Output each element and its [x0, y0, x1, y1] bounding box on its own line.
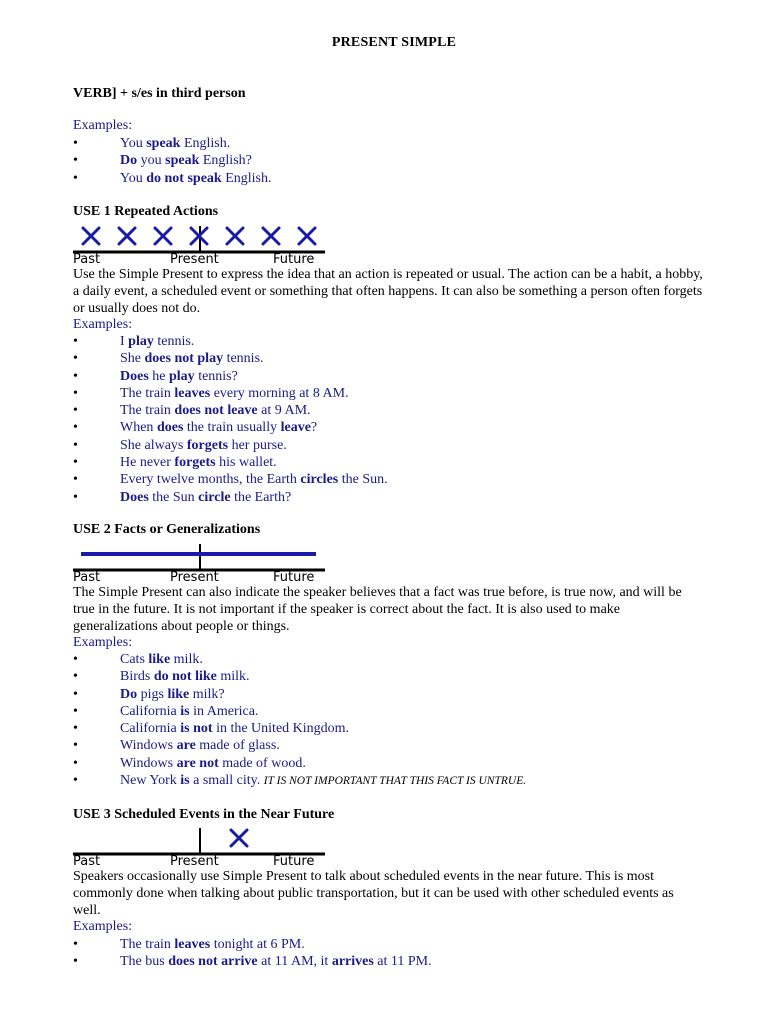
intro-examples-label: Examples:: [73, 118, 133, 133]
verb-emphasis: is: [180, 703, 190, 719]
use2-description: The Simple Present can also indicate the speaker believes that a fact was true before, is true now, and will be true in the future. It is not important if the speaker is correct about the fact. It is also used to make generalizations about people or things.: [73, 585, 682, 634]
verb-emphasis: circles: [300, 472, 339, 488]
example-text: at 11 PM.: [373, 954, 432, 970]
example-text: She always: [120, 437, 187, 453]
example-item: [73, 152, 271, 169]
example-item: [73, 471, 388, 488]
example-item: [73, 489, 388, 506]
example-text: She: [120, 351, 145, 367]
past-label: Past: [73, 854, 101, 869]
example-text: made of glass.: [195, 738, 280, 754]
repeated-action-x-mark: [299, 228, 315, 244]
verb-emphasis: Do: [120, 153, 138, 169]
verb-emphasis: leaves: [174, 385, 211, 401]
example-text: English.: [180, 136, 231, 151]
verb-emphasis: play: [128, 334, 154, 349]
example-item: [73, 350, 388, 367]
verb-emphasis: Does: [120, 489, 149, 505]
example-text: California: [120, 721, 181, 737]
repeated-action-x-mark: [263, 228, 279, 244]
use1-examples-label: Examples:: [73, 317, 133, 332]
example-text: he: [148, 368, 169, 384]
future-label: Future: [273, 570, 315, 585]
example-item: [73, 737, 526, 754]
example-text: Every twelve months, the Earth: [120, 472, 301, 488]
verb-emphasis: leave: [280, 420, 311, 436]
verb-emphasis: speak: [165, 153, 200, 169]
example-text: at 11 AM, it: [257, 954, 332, 970]
example-text: tennis.: [223, 351, 264, 367]
verb-emphasis: does not arrive: [168, 954, 258, 970]
example-text: her purse.: [228, 437, 287, 453]
example-item: [73, 651, 526, 668]
scheduled-event-x-mark: [231, 830, 247, 846]
future-label: Future: [273, 854, 315, 869]
intro-example-list: [73, 135, 271, 187]
note-text: IT IS NOT IMPORTANT THAT THIS FACT IS UNTRUE.: [263, 775, 527, 788]
example-text: tennis.: [153, 334, 195, 349]
past-label: Past: [73, 570, 101, 585]
use3-timeline: [73, 826, 333, 869]
example-text: the Sun.: [338, 472, 388, 488]
verb-emphasis: leaves: [174, 937, 211, 952]
example-item: [73, 170, 271, 187]
example-text: made of wood.: [218, 755, 306, 771]
example-text: in the United Kingdom.: [212, 721, 350, 737]
example-item: [73, 402, 388, 419]
verb-emphasis: is: [180, 773, 190, 789]
example-item: [73, 772, 526, 790]
example-text: every morning at 8 AM.: [210, 385, 349, 401]
example-text: tennis?: [194, 368, 238, 384]
use2-example-list: [73, 651, 526, 790]
verb-emphasis: like: [167, 686, 190, 702]
example-item: [73, 720, 526, 737]
example-text: Birds: [120, 669, 154, 685]
present-label: Present: [170, 252, 219, 267]
page-title: PRESENT SIMPLE: [331, 35, 457, 50]
verb-formula: VERB] + s/es in third person: [73, 86, 246, 101]
example-text: The train: [120, 403, 175, 419]
use1-timeline-graphic: [73, 224, 333, 254]
use3-timeline-graphic: [73, 826, 333, 856]
use1-description: Use the Simple Present to express the idea that an action is repeated or usual. The action can be a habit, a hobby, a daily event, a scheduled event or something that often happens. It can also be something a person often forgets or usually does not do.: [73, 267, 703, 316]
example-text: Windows: [120, 738, 177, 754]
verb-emphasis: does: [156, 420, 184, 436]
verb-emphasis: arrives: [331, 954, 374, 970]
example-item: [73, 936, 432, 953]
example-text: his wallet.: [215, 455, 277, 471]
use2-timeline-graphic: [73, 542, 333, 572]
verb-emphasis: are not: [176, 755, 219, 771]
example-text: English.: [221, 170, 272, 186]
verb-emphasis: forgets: [174, 455, 216, 471]
example-text: the Earth?: [230, 489, 292, 505]
use3-heading: USE 3 Scheduled Events in the Near Future: [73, 807, 335, 822]
verb-emphasis: forgets: [186, 437, 229, 453]
example-text: pigs: [137, 686, 168, 702]
verb-emphasis: is not: [180, 721, 213, 737]
example-text: milk.: [170, 652, 203, 667]
example-text: Windows: [120, 755, 177, 771]
use2-timeline: [73, 542, 333, 585]
repeated-action-x-mark: [119, 228, 135, 244]
example-item: [73, 368, 388, 385]
example-text: ?: [310, 420, 318, 436]
verb-emphasis: Do: [120, 686, 138, 702]
example-text: English?: [199, 153, 252, 169]
example-item: [73, 454, 388, 471]
use3-description: Speakers occasionally use Simple Present to talk about scheduled events in the near future. This is most commonly done when talking about public transportation, but it can be used with other scheduled events as well.: [73, 869, 674, 918]
example-item: [73, 755, 526, 772]
example-text: the train usually: [183, 420, 281, 436]
use1-heading: USE 1 Repeated Actions: [73, 204, 219, 219]
verb-emphasis: does not play: [144, 351, 224, 367]
example-text: The train: [120, 385, 175, 401]
example-item: [73, 333, 388, 350]
verb-emphasis: does not leave: [174, 403, 258, 419]
example-text: When: [120, 420, 157, 436]
example-item: [73, 135, 271, 152]
example-item: [73, 703, 526, 720]
use1-timeline: [73, 224, 333, 267]
use2-examples-label: Examples:: [73, 635, 133, 650]
example-text: at 9 AM.: [257, 403, 311, 419]
example-text: The train: [120, 937, 175, 952]
example-text: He never: [120, 455, 175, 471]
example-text: California: [120, 703, 181, 719]
use3-examples-label: Examples:: [73, 919, 133, 934]
example-item: [73, 419, 388, 436]
example-text: tonight at 6 PM.: [210, 937, 305, 952]
example-text: You: [120, 170, 147, 186]
future-label: Future: [273, 252, 315, 267]
example-text: you: [137, 153, 166, 169]
verb-emphasis: do not speak: [146, 170, 222, 186]
use3-example-list: [73, 936, 432, 971]
repeated-action-x-mark: [155, 228, 171, 244]
example-text: The bus: [120, 954, 169, 970]
use2-heading: USE 2 Facts or Generalizations: [73, 522, 261, 537]
present-label: Present: [170, 570, 219, 585]
verb-emphasis: play: [169, 368, 195, 384]
example-text: in America.: [189, 703, 259, 719]
example-text: You: [120, 136, 147, 151]
example-text: New York: [120, 773, 181, 789]
verb-emphasis: speak: [146, 136, 181, 151]
repeated-action-x-mark: [227, 228, 243, 244]
example-text: milk.: [216, 669, 250, 685]
example-text: milk?: [189, 686, 225, 702]
past-label: Past: [73, 252, 101, 267]
present-label: Present: [170, 854, 219, 869]
example-text: the Sun: [148, 489, 199, 505]
verb-emphasis: do not like: [153, 669, 217, 685]
verb-emphasis: Does: [120, 368, 149, 384]
example-item: [73, 385, 388, 402]
verb-emphasis: circle: [198, 489, 231, 505]
example-text: I: [120, 334, 129, 349]
verb-emphasis: like: [148, 652, 171, 667]
example-text: a small city.: [189, 773, 264, 789]
example-item: [73, 668, 526, 685]
example-text: Cats: [120, 652, 149, 667]
example-item: [73, 437, 388, 454]
use1-example-list: [73, 333, 388, 506]
example-item: [73, 686, 526, 703]
verb-emphasis: are: [176, 738, 196, 754]
example-item: [73, 953, 432, 970]
repeated-action-x-mark: [83, 228, 99, 244]
